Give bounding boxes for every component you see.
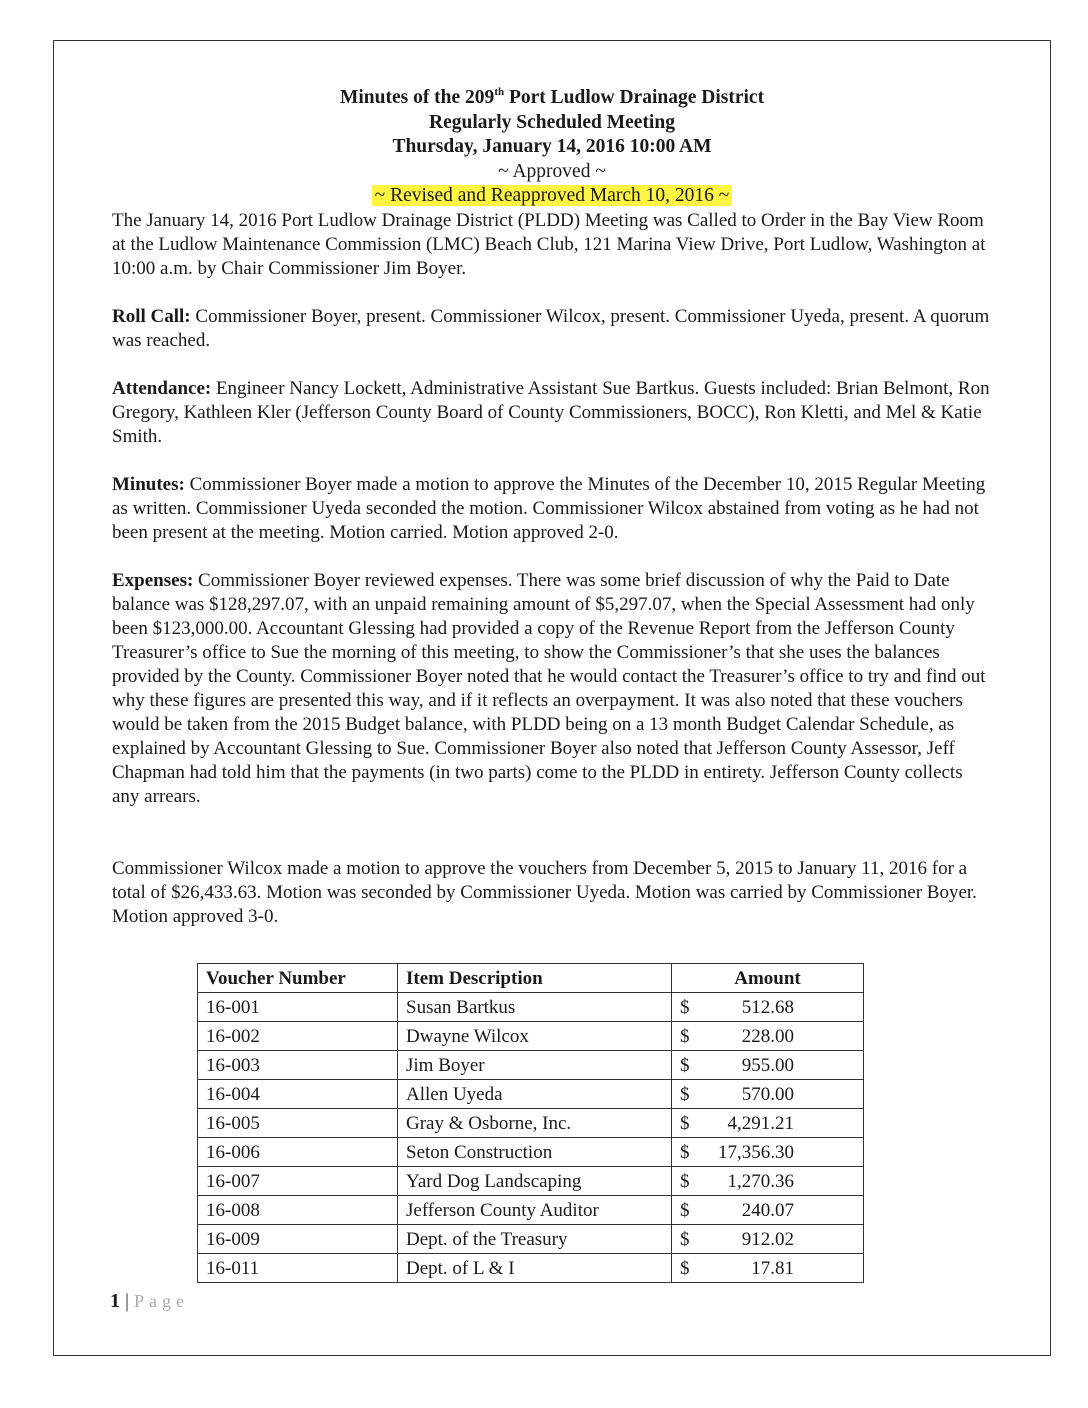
currency-symbol: $ — [680, 1170, 690, 1192]
item-description-cell: Yard Dog Landscaping — [398, 1167, 672, 1196]
voucher-number-cell: 16-005 — [198, 1109, 398, 1138]
column-header-amount: Amount — [672, 964, 864, 993]
currency-symbol: $ — [680, 1083, 690, 1105]
document-header — [112, 86, 992, 209]
table-row — [198, 1254, 864, 1283]
page-footer — [110, 1290, 189, 1313]
table-row — [198, 1138, 864, 1167]
item-description-cell: Dept. of L & I — [398, 1254, 672, 1283]
currency-symbol: $ — [680, 1054, 690, 1076]
table-row — [198, 1167, 864, 1196]
item-description-cell: Jefferson County Auditor — [398, 1196, 672, 1225]
amount-cell — [672, 1109, 864, 1138]
item-description-cell: Allen Uyeda — [398, 1080, 672, 1109]
voucher-number-cell: 16-001 — [198, 993, 398, 1022]
amount-cell — [672, 1051, 864, 1080]
table-row — [198, 1022, 864, 1051]
voucher-number-cell: 16-007 — [198, 1167, 398, 1196]
table-row — [198, 1109, 864, 1138]
amount-cell — [672, 1080, 864, 1109]
item-description-cell: Gray & Osborne, Inc. — [398, 1109, 672, 1138]
page-separator: | — [125, 1290, 130, 1312]
table-header-row — [198, 964, 864, 993]
attendance-paragraph: Attendance: Engineer Nancy Lockett, Administrative Assistant Sue Bartkus. Guests included: Brian Belmont, Ron Gregory, Kathleen Kler (Jefferson County Board of County Commissioners, BOCC), Ron Kletti, and Mel & Katie Smith. — [112, 377, 990, 447]
amount-value: 955.00 — [741, 1054, 794, 1076]
table-row — [198, 993, 864, 1022]
item-description-cell: Seton Construction — [398, 1138, 672, 1167]
amount-value: 17,356.30 — [718, 1141, 794, 1163]
column-header-description: Item Description — [398, 964, 672, 993]
meeting-type: Regularly Scheduled Meeting — [429, 111, 675, 133]
amount-value: 17.81 — [751, 1257, 794, 1279]
currency-symbol: $ — [680, 1199, 690, 1221]
amount-value: 912.02 — [741, 1228, 794, 1250]
attendance-label: Attendance: — [112, 377, 212, 399]
revision-highlight: ~ Revised and Reapproved March 10, 2016 ~ — [372, 185, 733, 206]
meeting-date: Thursday, January 14, 2016 10:00 AM — [392, 136, 712, 157]
page-label: Page — [134, 1291, 190, 1311]
voucher-number-cell: 16-008 — [198, 1196, 398, 1225]
item-description-cell: Dwayne Wilcox — [398, 1022, 672, 1051]
voucher-number-cell: 16-006 — [198, 1138, 398, 1167]
amount-value: 1,270.36 — [727, 1170, 794, 1192]
amount-value: 4,291.21 — [727, 1112, 794, 1134]
voucher-number-cell: 16-009 — [198, 1225, 398, 1254]
table-row — [198, 1196, 864, 1225]
amount-cell — [672, 1167, 864, 1196]
roll-call-label: Roll Call: — [112, 305, 191, 327]
table-row — [198, 1225, 864, 1254]
page-number: 1 — [110, 1290, 120, 1312]
amount-value: 240.07 — [741, 1199, 794, 1221]
currency-symbol: $ — [680, 996, 690, 1018]
currency-symbol: $ — [680, 1112, 690, 1134]
intro-paragraph: The January 14, 2016 Port Ludlow Drainage District (PLDD) Meeting was Called to Order in the Bay View Room at the Ludlow Maintenance Commission (LMC) Beach Club, 121 Marina View Drive, Port Ludlow, Washington at 10:00 a.m. by Chair Commissioner Jim Boyer. — [112, 209, 986, 279]
amount-cell — [672, 1225, 864, 1254]
voucher-number-cell: 16-004 — [198, 1080, 398, 1109]
minutes-paragraph: Minutes: Commissioner Boyer made a motion to approve the Minutes of the December 10, 2015 Regular Meeting as written. Commissioner Uyeda seconded the motion. Commissioner Wilcox abstained from voting as he had not been present at the meeting. Motion carried. Motion approved 2-0. — [112, 473, 986, 543]
document-title: Minutes of the 209th Port Ludlow Drainage District — [339, 86, 765, 108]
roll-call-paragraph: Roll Call: Commissioner Boyer, present. Commissioner Wilcox, present. Commissioner Uyeda, present. A quorum was reached. — [112, 305, 990, 351]
column-header-voucher: Voucher Number — [198, 964, 398, 993]
item-description-cell: Susan Bartkus — [398, 993, 672, 1022]
amount-value: 228.00 — [741, 1025, 794, 1047]
table-row — [198, 1080, 864, 1109]
amount-cell — [672, 1254, 864, 1283]
amount-cell — [672, 1196, 864, 1225]
expenses-label: Expenses: — [112, 569, 194, 591]
table-row — [198, 1051, 864, 1080]
item-description-cell: Jim Boyer — [398, 1051, 672, 1080]
approval-status: ~ Approved ~ — [498, 160, 606, 182]
voucher-table — [197, 963, 864, 1283]
expenses-paragraph: Expenses: Commissioner Boyer reviewed expenses. There was some brief discussion of why the Paid to Date balance was $128,297.07, with an unpaid remaining amount of $5,297.07, when the Special Assessment had only been $123,000.00. Accountant Glessing had provided a copy of the Revenue Report from the Jefferson County Treasurer’s office to Sue the morning of this meeting, to show the Commissioner’s that she uses the balances provided by the County. Commissioner Boyer noted that he would contact the Treasurer’s office to try and find out why these figures are presented this way, and if it reflects an overpayment. It was also noted that these vouchers would be taken from the 2015 Budget balance, with PLDD being on a 13 month Budget Calendar Schedule, as explained by Accountant Glessing to Sue. Commissioner Boyer also noted that Jefferson County Assessor, Jeff Chapman had told him that the payments (in two parts) come to the PLDD in entirety. Jefferson County collects any arrears. — [112, 569, 986, 807]
voucher-motion-paragraph: Commissioner Wilcox made a motion to approve the vouchers from December 5, 2015 to January 11, 2016 for a total of $26,433.63. Motion was seconded by Commissioner Uyeda. Motion was carried by Commissioner Boyer. Motion approved 3-0. — [112, 857, 977, 927]
currency-symbol: $ — [680, 1228, 690, 1250]
amount-value: 570.00 — [741, 1083, 794, 1105]
amount-cell — [672, 1022, 864, 1051]
voucher-number-cell: 16-003 — [198, 1051, 398, 1080]
voucher-number-cell: 16-011 — [198, 1254, 398, 1283]
voucher-number-cell: 16-002 — [198, 1022, 398, 1051]
document-body — [112, 86, 992, 929]
item-description-cell: Dept. of the Treasury — [398, 1225, 672, 1254]
currency-symbol: $ — [680, 1025, 690, 1047]
amount-value: 512.68 — [741, 996, 794, 1018]
revision-note — [112, 184, 992, 209]
amount-cell — [672, 1138, 864, 1167]
amount-cell — [672, 993, 864, 1022]
currency-symbol: $ — [680, 1141, 690, 1163]
currency-symbol: $ — [680, 1257, 690, 1279]
minutes-label: Minutes: — [112, 473, 185, 495]
